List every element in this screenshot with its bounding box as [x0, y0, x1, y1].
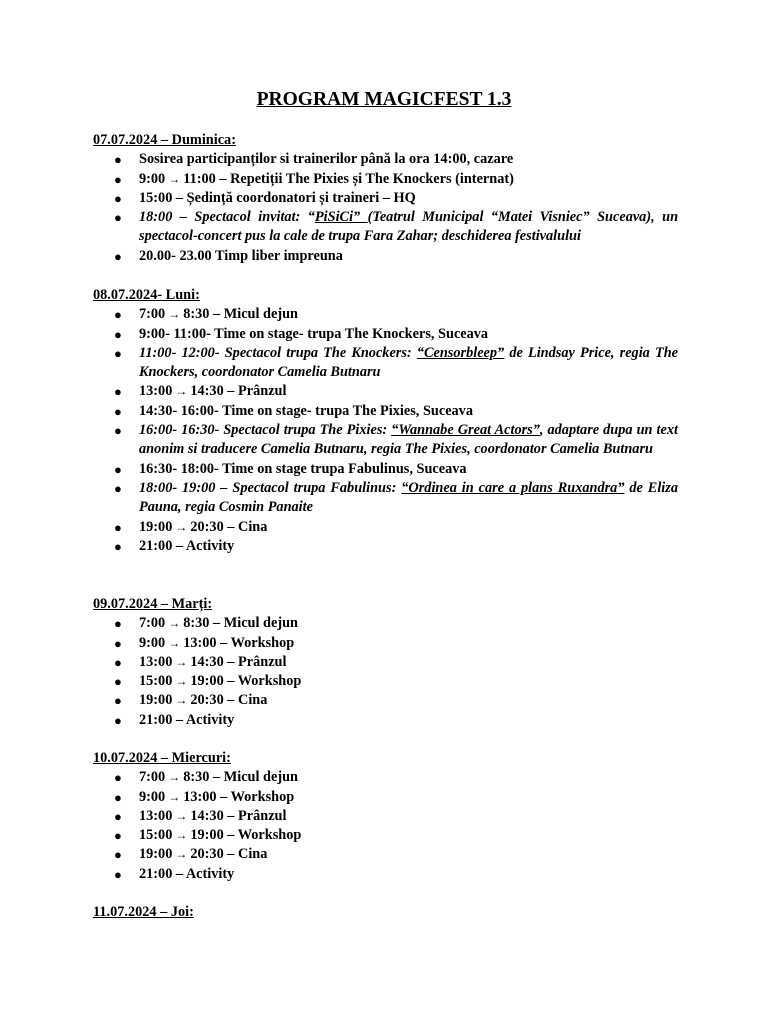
- bullet-icon: ●: [114, 210, 122, 226]
- schedule-item: [93, 150, 678, 169]
- bullet-icon: ●: [114, 326, 122, 342]
- day-section: [93, 595, 678, 730]
- item-text-pre: 18:00 – Spectacol invitat: “: [139, 209, 315, 226]
- schedule-item: [93, 382, 678, 401]
- schedule-list: [93, 614, 678, 730]
- show-title: PiSiCi”: [314, 209, 368, 226]
- schedule-item: [93, 305, 678, 324]
- schedule-list: [93, 305, 678, 556]
- bullet-icon: ●: [114, 789, 122, 805]
- item-end-text: 13:00 – Workshop: [183, 788, 295, 805]
- arrow-right-icon: →: [172, 808, 191, 823]
- item-text-post: (Teatrul Municipal “Matei Visniec” Suceava), un spectacol-concert pus la cale de trupa Fara Zahar; deschiderea festivalului: [139, 209, 679, 245]
- arrow-right-icon: →: [172, 693, 191, 708]
- item-text-post: de Lindsay Price, regia The Knockers, coordonator Camelia Butnaru: [139, 344, 678, 381]
- bullet-icon: ●: [114, 152, 122, 168]
- bullet-icon: ●: [114, 345, 122, 361]
- schedule-item-text: 9:00- 11:00- Time on stage- trupa The Knockers, Suceava: [139, 325, 489, 342]
- schedule-item: [93, 247, 678, 266]
- bullet-icon: ●: [114, 847, 122, 863]
- page-title: PROGRAM MAGICFEST 1.3: [256, 89, 512, 110]
- bullet-icon: ●: [114, 461, 122, 477]
- schedule-item-text: [139, 768, 678, 787]
- schedule-list: [93, 768, 678, 884]
- show-title: “Censorbleep”: [416, 344, 505, 361]
- bullet-icon: ●: [114, 423, 122, 439]
- item-end-text: 11:00 – Repetiții The Pixies și The Knockers (internat): [183, 170, 514, 187]
- day-section: [93, 286, 678, 556]
- schedule-list: [93, 150, 678, 266]
- bullet-icon: ●: [114, 519, 122, 535]
- item-start-time: 19:00: [139, 518, 173, 535]
- schedule-item: [93, 460, 678, 479]
- bullet-icon: ●: [114, 654, 122, 670]
- arrow-right-icon: →: [172, 519, 191, 534]
- schedule-item: [93, 768, 678, 787]
- show-title: “Wannabe Great Actors”: [391, 422, 540, 439]
- schedule-item-text: [139, 170, 678, 189]
- schedule-item-text: 20.00- 23.00 Timp liber impreuna: [139, 247, 343, 264]
- day-header: 11.07.2024 – Joi:: [93, 904, 194, 920]
- item-end-text: 8:30 – Micul dejun: [183, 306, 298, 323]
- item-start-time: 7:00: [139, 769, 166, 786]
- bullet-icon: ●: [114, 770, 122, 786]
- schedule-item-text: 16:30- 18:00- Time on stage trupa Fabulinus, Suceava: [139, 460, 467, 477]
- schedule-item-text: [139, 344, 678, 383]
- bullet-icon: ●: [114, 635, 122, 651]
- arrow-right-icon: →: [165, 789, 184, 804]
- item-end-text: 19:00 – Workshop: [190, 827, 302, 844]
- item-end-text: 8:30 – Micul dejun: [183, 769, 298, 786]
- schedule-item: [93, 325, 678, 344]
- schedule-item: [93, 865, 678, 884]
- item-start-time: 7:00: [139, 306, 166, 323]
- schedule-item: [93, 826, 678, 845]
- item-start-time: 7:00: [139, 615, 166, 632]
- item-start-time: 15:00: [139, 673, 173, 690]
- item-text-pre: 16:00- 16:30- Spectacol trupa The Pixies:: [139, 422, 392, 439]
- bullet-icon: ●: [114, 808, 122, 824]
- bullet-icon: ●: [114, 171, 122, 187]
- schedule-item: [93, 788, 678, 807]
- day-section: [93, 131, 678, 266]
- bullet-icon: ●: [114, 248, 122, 264]
- item-end-text: 14:30 – Prânzul: [190, 653, 287, 670]
- schedule-item-text: [139, 479, 678, 518]
- schedule-item: [93, 518, 678, 537]
- schedule-item: [93, 189, 678, 208]
- schedule-item-text: [139, 305, 678, 324]
- item-start-time: 9:00: [139, 170, 166, 187]
- schedule-item: [93, 807, 678, 826]
- item-text-post: , adaptare dupa un text anonim si traducere Camelia Butnaru, regia The Pixies, coordonator Camelia Butnaru: [139, 422, 678, 458]
- item-text-post: de Eliza Pauna, regia Cosmin Panaite: [139, 479, 678, 516]
- schedule-item: [93, 672, 678, 691]
- schedule-item: [93, 344, 678, 383]
- schedule-item: [93, 711, 678, 730]
- schedule-item: [93, 691, 678, 710]
- schedule-item-text: [139, 614, 678, 633]
- item-end-text: 14:30 – Prânzul: [190, 807, 287, 824]
- schedule-item-text: [139, 653, 678, 672]
- bullet-icon: ●: [114, 480, 122, 496]
- schedule-item: [93, 845, 678, 864]
- arrow-right-icon: →: [172, 847, 191, 862]
- item-end-text: 14:30 – Prânzul: [190, 383, 287, 400]
- schedule-item: [93, 170, 678, 189]
- schedule-item-text: Sosirea participanților si trainerilor până la ora 14:00, cazare: [139, 151, 514, 168]
- bullet-icon: ●: [114, 712, 122, 728]
- item-start-time: 19:00: [139, 846, 173, 863]
- schedule-item-text: [139, 807, 678, 826]
- schedule-item-text: [139, 788, 678, 807]
- show-title: “Ordinea in care a plans Ruxandra”: [401, 479, 625, 496]
- schedule-item-text: 15:00 – Ședință coordonatori și traineri – HQ: [139, 189, 416, 206]
- schedule-item-text: 21:00 – Activity: [139, 537, 235, 554]
- arrow-right-icon: →: [172, 674, 191, 689]
- item-start-time: 9:00: [139, 634, 166, 651]
- arrow-right-icon: →: [165, 770, 184, 785]
- schedule-item-text: [139, 691, 678, 710]
- bullet-icon: ●: [114, 403, 122, 419]
- schedule-item: [93, 653, 678, 672]
- arrow-right-icon: →: [165, 307, 184, 322]
- schedule-item: [93, 208, 678, 247]
- bullet-icon: ●: [114, 307, 122, 323]
- bullet-icon: ●: [114, 828, 122, 844]
- arrow-right-icon: →: [172, 654, 191, 669]
- arrow-right-icon: →: [172, 828, 191, 843]
- item-end-text: 20:30 – Cina: [190, 846, 268, 863]
- bullet-icon: ●: [114, 538, 122, 554]
- day-header: 08.07.2024- Luni:: [93, 287, 200, 303]
- day-section: [93, 749, 678, 884]
- day-section: [93, 903, 678, 922]
- schedule-item: [93, 537, 678, 556]
- item-start-time: 19:00: [139, 692, 173, 709]
- arrow-right-icon: →: [165, 171, 184, 186]
- schedule-item: [93, 402, 678, 421]
- day-header: 07.07.2024 – Duminica:: [93, 132, 236, 148]
- item-end-text: 8:30 – Micul dejun: [183, 615, 298, 632]
- item-text-pre: 18:00- 19:00 – Spectacol trupa Fabulinus:: [139, 479, 402, 496]
- schedule-item-text: 14:30- 16:00- Time on stage- trupa The Pixies, Suceava: [139, 402, 473, 419]
- schedule-item: [93, 634, 678, 653]
- bullet-icon: ●: [114, 693, 122, 709]
- item-end-text: 20:30 – Cina: [190, 518, 268, 535]
- item-end-text: 19:00 – Workshop: [190, 673, 302, 690]
- schedule-item-text: [139, 421, 678, 460]
- schedule-item-text: 21:00 – Activity: [139, 711, 235, 728]
- schedule-item-text: 21:00 – Activity: [139, 865, 235, 882]
- arrow-right-icon: →: [172, 384, 191, 399]
- arrow-right-icon: →: [165, 635, 184, 650]
- schedule-item: [93, 421, 678, 460]
- bullet-icon: ●: [114, 190, 122, 206]
- item-start-time: 13:00: [139, 653, 173, 670]
- schedule-item-text: [139, 826, 678, 845]
- item-start-time: 9:00: [139, 788, 166, 805]
- schedule-item-text: [139, 672, 678, 691]
- schedule-item-text: [139, 845, 678, 864]
- bullet-icon: ●: [114, 616, 122, 632]
- day-header: 10.07.2024 – Miercuri:: [93, 750, 231, 766]
- day-header: 09.07.2024 – Marți:: [93, 596, 213, 612]
- arrow-right-icon: →: [165, 616, 184, 631]
- bullet-icon: ●: [114, 384, 122, 400]
- item-end-text: 20:30 – Cina: [190, 692, 268, 709]
- bullet-icon: ●: [114, 674, 122, 690]
- schedule-item-text: [139, 518, 678, 537]
- schedule-item-text: [139, 208, 678, 247]
- schedule-item-text: [139, 382, 678, 401]
- schedule-item: [93, 479, 678, 518]
- item-start-time: 13:00: [139, 807, 173, 824]
- item-start-time: 15:00: [139, 827, 173, 844]
- schedule-item-text: [139, 634, 678, 653]
- item-end-text: 13:00 – Workshop: [183, 634, 295, 651]
- bullet-icon: ●: [114, 866, 122, 882]
- item-start-time: 13:00: [139, 383, 173, 400]
- item-text-pre: 11:00- 12:00- Spectacol trupa The Knockers:: [139, 344, 417, 361]
- schedule-item: [93, 614, 678, 633]
